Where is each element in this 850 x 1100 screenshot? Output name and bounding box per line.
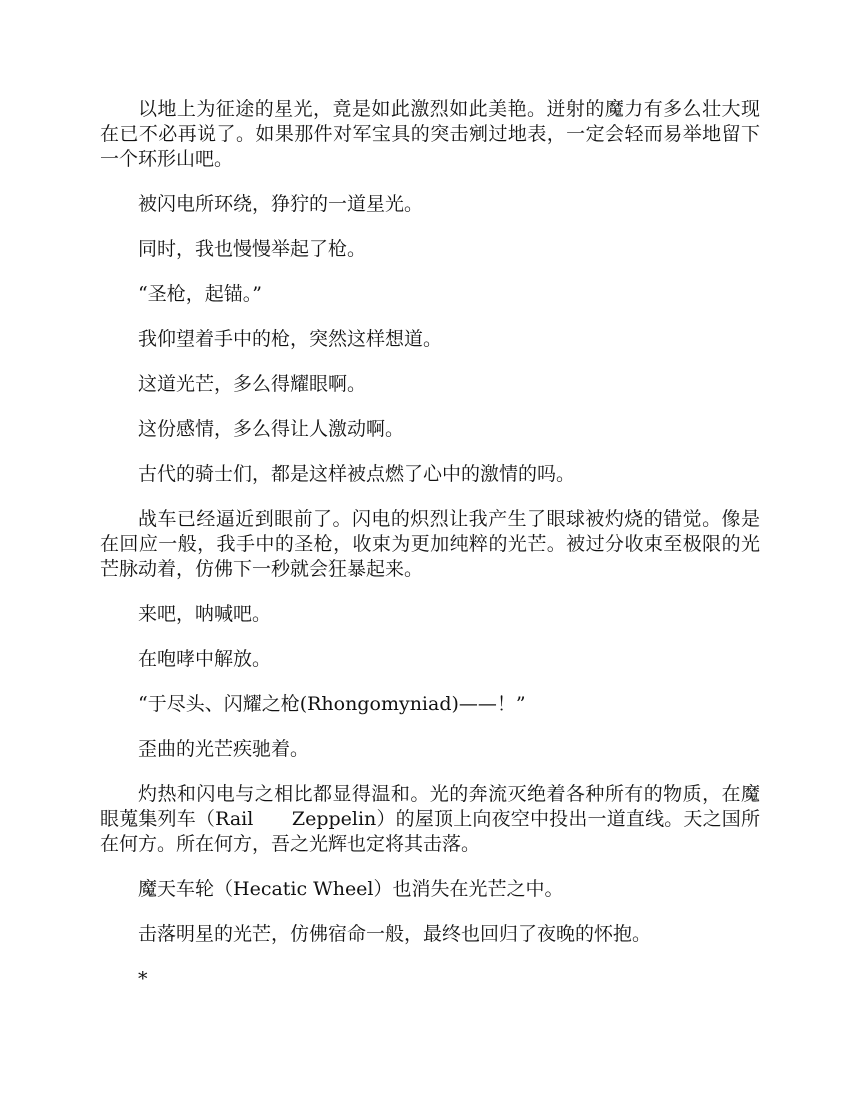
paragraph: “圣枪，起锚。” [138,283,262,305]
paragraph: 在咆哮中解放。 [138,648,272,670]
paragraph: 这份感情，多么得让人激动啊。 [138,418,405,440]
document-body [100,97,760,1012]
paragraph: 魔天车轮（Hecatic Wheel）也消失在光芒之中。 [138,878,564,900]
paragraph: 歪曲的光芒疾驰着。 [138,738,310,760]
paragraph: 被闪电所环绕，狰狞的一道星光。 [138,193,424,215]
paragraph: 我仰望着手中的枪，突然这样想道。 [138,328,443,350]
paragraph: 古代的骑士们，都是这样被点燃了心中的激情的吗。 [138,463,576,485]
paragraph: 以地上为征途的星光，竟是如此激烈如此美艳。迸射的魔力有多么壮大现在已不必再说了。如果那件对军宝具的突击剜过地表，一定会轻而易举地留下一个环形山吧。 [100,98,760,170]
paragraph: 同时，我也慢慢举起了枪。 [138,238,367,260]
paragraph: 来吧，呐喊吧。 [138,603,272,625]
paragraph: 战车已经逼近到眼前了。闪电的炽烈让我产生了眼球被灼烧的错觉。像是在回应一般，我手中的圣枪，收束为更加纯粹的光芒。被过分收束至极限的光芒脉动着，仿佛下一秒就会狂暴起来。 [100,508,760,580]
section-break-asterisk: * [138,968,148,990]
paragraph: 灼热和闪电与之相比都显得温和。光的奔流灭绝着各种所有的物质，在魔眼蒐集列车（Rail Zeppelin）的屋顶上向夜空中投出一道直线。天之国所在何方。所在何方，吾之光辉也定将其击落。 [100,783,760,855]
paragraph: 这道光芒，多么得耀眼啊。 [138,373,367,395]
paragraph: “于尽头、闪耀之枪(Rhongomyniad)——！” [138,693,526,715]
paragraph: 击落明星的光芒，仿佛宿命一般，最终也回归了夜晚的怀抱。 [138,923,652,945]
